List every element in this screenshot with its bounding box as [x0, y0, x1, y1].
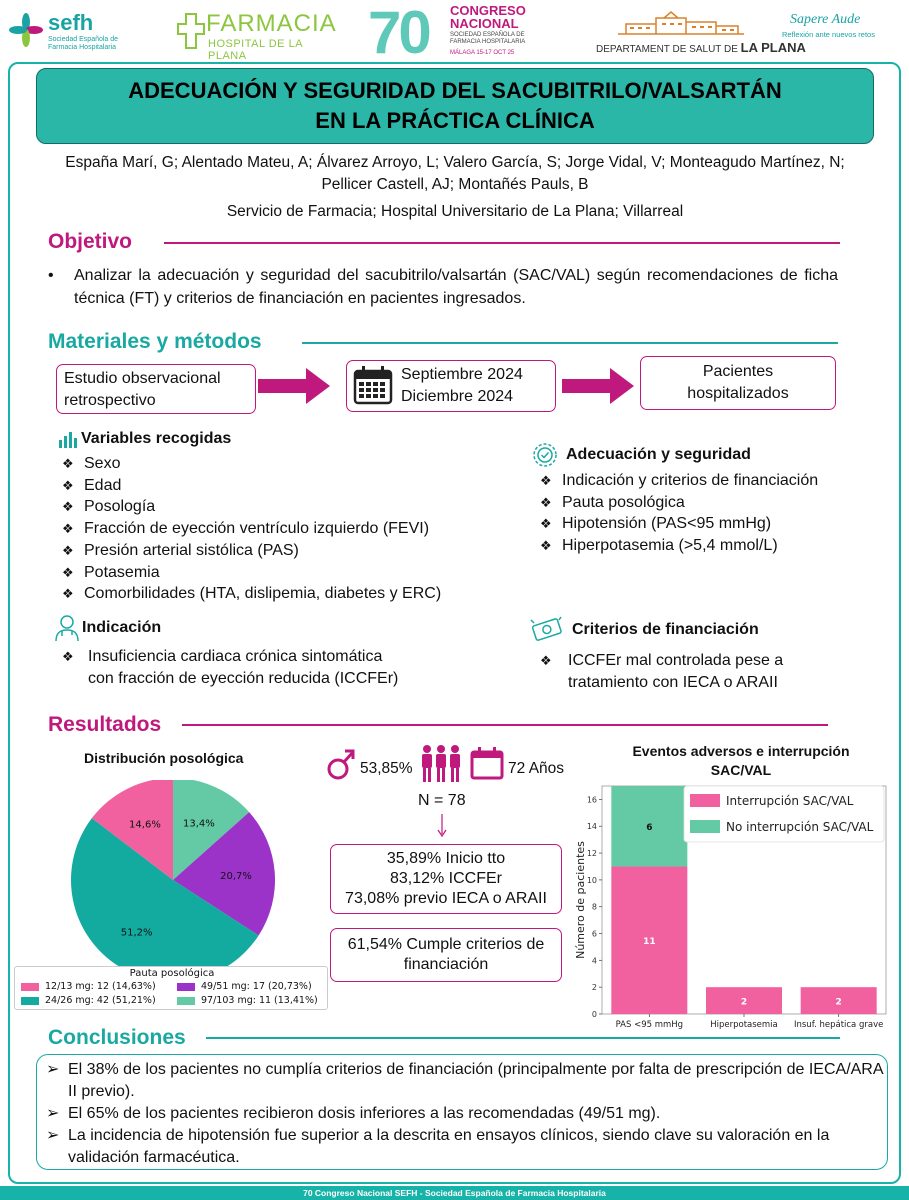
doctor-icon: [54, 614, 80, 642]
variable-text: Fracción de eyección ventrículo izquierdo (FEVI): [84, 520, 430, 538]
adecuacion-title: Adecuación y seguridad: [566, 446, 751, 463]
legend-label: 24/26 mg: 42 (51,21%): [45, 995, 156, 1006]
legend-item-49-51: [177, 981, 312, 992]
adecuacion-bullet: ❖: [540, 473, 552, 488]
bar-chart-title-line1: Eventos adversos e interrupción: [632, 743, 850, 759]
stat-inicio-tto: 35,89% Inicio tto: [386, 850, 506, 867]
adecuacion-item: [540, 470, 880, 492]
indicacion-bullet: ❖: [62, 649, 74, 664]
bar-chart-title-line2: SAC/VAL: [710, 762, 772, 778]
y-tick-label: 4: [591, 956, 597, 966]
bar-legend-swatch: [690, 820, 720, 833]
legend-label: 12/13 mg: 12 (14,63%): [45, 981, 156, 992]
poster-title: [36, 68, 874, 144]
objetivo-text: [48, 264, 838, 310]
adecuacion-bullet: ❖: [540, 494, 552, 510]
conclusion-item: [46, 1059, 884, 1103]
variable-bullet: ❖: [62, 456, 74, 471]
congreso-title-line1: CONGRESO: [450, 3, 526, 18]
legend-swatch: [177, 983, 195, 991]
affiliation: Servicio de Farmacia; Hospital Universitario de La Plana; Villarreal: [226, 203, 684, 220]
indicacion-title: Indicación: [82, 619, 162, 636]
variables-heading: [58, 430, 231, 448]
x-tick-label: PAS <95 mmHg: [615, 1020, 684, 1030]
criterios-line2: tratamiento con IECA o ARAII: [568, 673, 778, 691]
legend-item-12-13: [21, 981, 156, 992]
indicacion-line2: con fracción de eyección reducida (ICCFEr): [88, 669, 399, 687]
criterios-item: [540, 650, 870, 693]
conclusion-bullet: ➢: [46, 1105, 60, 1122]
flow-arrow-2: [562, 366, 636, 406]
adecuacion-text: Indicación y criterios de financiación: [562, 472, 819, 489]
sefh-flower-icon: [8, 12, 44, 48]
farmacia-title: FARMACIA: [206, 10, 337, 37]
header-logos: [0, 0, 909, 66]
pie-legend-title: Pauta posológica: [129, 968, 215, 979]
flow-date-start: Septiembre 2024: [401, 366, 523, 383]
criterios-line1: ICCFEr mal controlada pese a: [568, 652, 784, 669]
bar-legend-label: Interrupción SAC/VAL: [726, 794, 854, 808]
variable-item: [62, 475, 522, 497]
sefh-wordmark: sefh: [48, 10, 94, 35]
flow-date-end: Diciembre 2024: [401, 388, 514, 405]
sapere-title: Sapere Aude: [790, 12, 861, 27]
stat-criterios-line1: 61,54% Cumple criterios de: [347, 936, 545, 953]
bar-chart-icon: [58, 430, 78, 448]
flow-study-line2: retrospectivo: [64, 392, 156, 409]
indicacion-item: [62, 646, 502, 689]
objetivo-heading: Objetivo: [48, 230, 133, 253]
sefh-subtitle: Sociedad Española de Farmacia Hospitalaria: [48, 36, 119, 51]
bar-value-label: 11: [643, 937, 656, 948]
pharmacy-cross-icon: [176, 12, 206, 50]
conclusion-text: La incidencia de hipotensión fue superior a la descrita en ensayos clínicos, siendo clave su valoración en la validación farmacéutica.: [68, 1127, 830, 1166]
money-icon: [530, 616, 564, 644]
criterios-title: Criterios de financiación: [572, 621, 759, 638]
y-tick-label: 8: [591, 902, 597, 912]
variables-title: Variables recogidas: [81, 430, 232, 447]
variable-bullet: ❖: [62, 542, 74, 558]
legend-label: 49/51 mg: 17 (20,73%): [201, 981, 312, 992]
variable-bullet: ❖: [62, 521, 74, 537]
down-arrow-icon: [436, 814, 448, 838]
adecuacion-item: [540, 513, 880, 535]
criterios-bullet: ❖: [540, 653, 552, 668]
congreso-title: [450, 4, 526, 30]
sapere-subtitle: Reflexión ante nuevos retos: [782, 30, 875, 39]
y-tick-label: 2: [591, 983, 597, 993]
pie-slice-label: 14,6%: [129, 819, 161, 831]
variable-text: Sexo: [84, 455, 121, 472]
adecuacion-text: Hipotensión (PAS<95 mmHg): [562, 515, 772, 533]
pie-legend: [14, 966, 328, 1010]
male-symbol-icon: [326, 748, 356, 782]
sample-size: N = 78: [418, 792, 466, 809]
variable-bullet: ❖: [62, 586, 74, 602]
authors: España Marí, G; Alentado Mateu, A; Álvarez Arroyo, L; Valero García, S; Jorge Vidal, V; Monteagudo Martínez, N; Pellicer Castell, AJ; Montañés Pauls, B: [65, 154, 845, 193]
adecuacion-heading: [532, 442, 751, 468]
building-icon: [616, 10, 746, 36]
bar-legend-swatch: [690, 794, 720, 807]
variable-text: Edad: [84, 476, 122, 494]
variable-text: Presión arterial sistólica (PAS): [84, 541, 299, 559]
variable-item: [62, 518, 522, 540]
variable-text: Comorbilidades (HTA, dislipemia, diabetes y ERC): [84, 585, 442, 603]
resultados-rule: [182, 724, 828, 726]
y-tick-label: 6: [591, 929, 597, 939]
title-line-1: ADECUACIÓN Y SEGURIDAD DEL SACUBITRILO/VALSARTÁN: [128, 78, 782, 103]
conclusion-item: [46, 1103, 884, 1125]
flow-box-dates: [346, 360, 556, 412]
congreso-title-line2: NACIONAL: [450, 16, 519, 31]
flow-box-study: [56, 364, 256, 414]
pie-slice-label: 13,4%: [182, 818, 215, 830]
indicacion-line1: Insuficiencia cardiaca crónica sintomática: [88, 648, 383, 665]
adecuacion-bullet: ❖: [540, 516, 552, 532]
stat-iccfer: 83,12% ICCFEr: [389, 870, 503, 887]
y-tick-label: 0: [591, 1010, 597, 1019]
conclusiones-heading: Conclusiones: [48, 1026, 186, 1049]
male-percentage: 53,85%: [360, 760, 413, 777]
flow-box-patients: [640, 356, 836, 410]
legend-item-24-26: [21, 995, 156, 1006]
adecuacion-list: [540, 470, 880, 557]
criterios-heading: [530, 616, 759, 644]
variable-bullet: ❖: [62, 564, 74, 580]
stat-criterios-line2: financiación: [403, 956, 489, 973]
conclusion-item: [46, 1125, 884, 1169]
mean-age: 72 Años: [508, 760, 565, 777]
pie-chart: [60, 780, 285, 980]
department-plana: LA PLANA: [740, 40, 806, 55]
adecuacion-text: Hiperpotasemia (>5,4 mmol/L): [562, 537, 778, 555]
variable-text: Posología: [84, 498, 156, 516]
farmacia-subtitle: HOSPITAL DE LA PLANA: [208, 38, 303, 62]
adecuacion-text: Pauta posológica: [562, 493, 685, 511]
variable-item: [62, 540, 522, 562]
bar-value-label: 2: [835, 997, 842, 1008]
flow-study-line1: Estudio observacional: [64, 370, 221, 387]
x-tick-label: Insuf. hepática grave: [793, 1020, 884, 1030]
bar-chart: [570, 780, 900, 1032]
y-tick-label: 14: [586, 822, 597, 832]
y-tick-label: 10: [586, 875, 597, 885]
objetivo-rule: [164, 242, 840, 244]
resultados-heading: Resultados: [48, 713, 162, 736]
footer: 70 Congreso Nacional SEFH - Sociedad Española de Farmacia Hospitalaria: [0, 1186, 909, 1200]
adecuacion-bullet: ❖: [540, 538, 552, 554]
legend-swatch: [21, 983, 39, 991]
conclusion-bullet: ➢: [46, 1061, 60, 1078]
flow-patients-line2: hospitalizados: [687, 385, 789, 402]
conclusion-text: El 65% de los pacientes recibieron dosis inferiores a las recomendadas (49/51 mg).: [68, 1105, 661, 1122]
variable-bullet: ❖: [62, 477, 74, 493]
conclusiones-rule: [206, 1037, 840, 1039]
legend-swatch: [21, 997, 39, 1005]
pie-slice-label: 20,7%: [220, 871, 252, 883]
adecuacion-item: [540, 492, 880, 514]
congreso-society: SOCIEDAD ESPAÑOLA DE FARMACIA HOSPITALARIA: [450, 32, 526, 45]
calendar-age-icon: [470, 746, 504, 780]
variable-text: Potasemia: [84, 563, 160, 581]
demographics-row: [326, 744, 576, 788]
stat-previo-ieca: 73,08% previo IECA o ARAII: [345, 890, 547, 907]
y-tick-label: 12: [586, 849, 597, 859]
congreso-number: 70: [368, 0, 429, 66]
y-tick-label: 16: [586, 795, 597, 805]
legend-item-97-103: [177, 995, 318, 1006]
congreso-logo: [368, 0, 538, 66]
stats-box-criteria: [330, 928, 562, 982]
department-prefix: DEPARTAMENT DE SALUT DE: [596, 44, 738, 55]
objetivo-body: Analizar la adecuación y seguridad del sacubitrilo/valsartán (SAC/VAL) según recomendaciones de ficha técnica (FT) y criterios de financiación en pacientes ingresados.: [74, 267, 838, 307]
flow-patients-line1: Pacientes: [702, 363, 774, 380]
variable-bullet: ❖: [62, 499, 74, 515]
pie-slice-label: 51,2%: [120, 927, 153, 939]
bar-legend: [684, 786, 884, 842]
bar-value-label: 2: [740, 997, 748, 1008]
flow-arrow-1: [258, 366, 332, 406]
farmacia-logo: [176, 8, 337, 62]
conclusion-bullet: ➢: [46, 1127, 60, 1144]
adecuacion-item: [540, 535, 880, 557]
title-line-2: EN LA PRÁCTICA CLÍNICA: [315, 108, 595, 133]
conclusion-text: El 38% de los pacientes no cumplía criterios de financiación (principalmente por falta de prescripción de IECA/ARA II previo).: [68, 1061, 883, 1100]
x-tick-label: Hiperpotasemia: [710, 1020, 778, 1030]
conclusiones-list: [46, 1059, 884, 1169]
objetivo-bullet: •: [48, 267, 54, 284]
sapere-aude-logo: [780, 8, 905, 54]
department-logo: [596, 10, 806, 56]
legend-label: 97/103 mg: 11 (13,41%): [201, 995, 318, 1006]
metodos-rule: [302, 342, 838, 344]
variables-list: [62, 453, 522, 605]
legend-swatch: [177, 997, 195, 1005]
congreso-date: MÁLAGA 15-17 OCT 25: [450, 50, 515, 56]
patients-group-icon: [420, 744, 462, 784]
pie-chart-title: Distribución posológica: [84, 750, 244, 766]
bar-value-label: 6: [646, 823, 653, 834]
indicacion-heading: [54, 614, 161, 642]
metodos-heading: Materiales y métodos: [48, 330, 262, 353]
bar-legend-label: No interrupción SAC/VAL: [726, 820, 874, 834]
y-axis-label: Número de pacientes: [574, 841, 587, 959]
variable-item: [62, 583, 522, 605]
sefh-logo: [8, 8, 128, 54]
check-badge-icon: [532, 442, 558, 468]
department-name: [596, 40, 806, 55]
bar-chart-title: [596, 742, 886, 780]
stats-box-treatment: [330, 844, 562, 914]
calendar-icon: [353, 365, 393, 405]
variable-item: [62, 562, 522, 584]
variable-item: [62, 453, 522, 475]
variable-item: [62, 496, 522, 518]
